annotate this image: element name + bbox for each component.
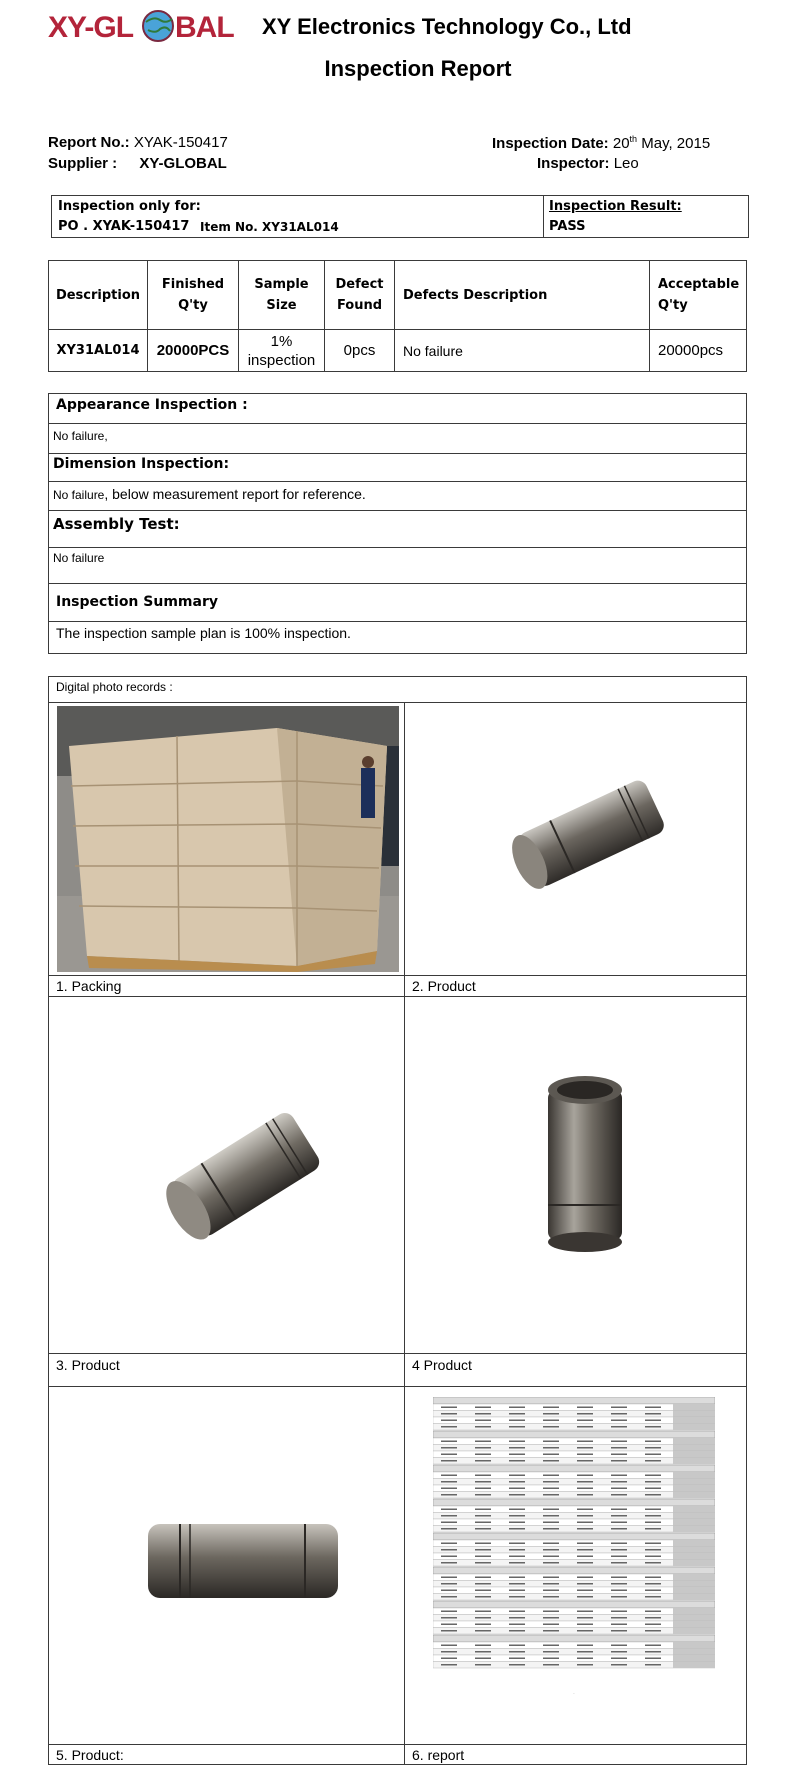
section-divider [48, 583, 747, 584]
inspection-date-rest: May, 2015 [641, 135, 711, 152]
supplier-line [48, 155, 227, 172]
cell-defects-description: No failure [394, 329, 650, 372]
measurement-report-thumbnail [433, 1397, 715, 1697]
photo-caption-1: 1. Packing [56, 978, 122, 994]
section-divider [48, 453, 747, 454]
section-divider [48, 510, 747, 511]
cell-finished-qty: 20000PCS [147, 329, 239, 372]
header-defects-description: Defects Description [394, 260, 650, 330]
supplier-label: Supplier : [48, 155, 118, 172]
header-defect-found: Defect Found [324, 260, 395, 330]
packing-photo [57, 706, 399, 972]
photo-caption-3: 3. Product [56, 1357, 120, 1373]
photo-grid-line [48, 996, 747, 997]
section-divider [48, 481, 747, 482]
photo-grid-line [48, 1353, 747, 1354]
inspection-date-label: Inspection Date: [492, 135, 609, 152]
section-divider [48, 423, 747, 424]
report-no-label: Report No.: [48, 134, 130, 151]
report-no-value: XYAK-150417 [133, 134, 228, 151]
header-acceptable-qty: Acceptable Q'ty [649, 260, 747, 330]
appearance-inspection-text: No failure, [53, 429, 108, 443]
cell-acceptable-qty: 20000pcs [649, 329, 747, 372]
inspector-label: Inspector: [537, 155, 610, 172]
cell-sample-size: 1% inspection [238, 329, 325, 372]
assembly-test-title: Assembly Test: [53, 515, 180, 533]
photo-grid-line [48, 702, 747, 703]
cell-description: XY31AL014 [48, 329, 148, 372]
inspector-line [537, 155, 639, 172]
inspection-date-suffix: th [629, 134, 638, 144]
appearance-inspection-title: Appearance Inspection : [56, 397, 248, 413]
photo-records-title: Digital photo records : [56, 680, 173, 694]
inspection-result-label: Inspection Result: [549, 199, 682, 214]
header-finished-qty: Finished Q'ty [147, 260, 239, 330]
svg-text:XY-GL: XY-GL [48, 11, 134, 44]
inspection-summary-text: The inspection sample plan is 100% inspection. [56, 625, 351, 641]
report-title: Inspection Report [324, 56, 512, 81]
dimension-inspection-title: Dimension Inspection: [53, 456, 230, 472]
svg-text:BAL: BAL [175, 11, 234, 44]
item-number: Item No. XY31AL014 [200, 220, 339, 234]
inspection-result-value: PASS [549, 219, 586, 234]
inspector-value: Leo [613, 155, 639, 172]
photo-caption-5: 5. Product: [56, 1747, 124, 1763]
supplier-value: XY-GLOBAL [139, 155, 227, 172]
inspection-date-day: 20 [612, 135, 630, 152]
section-divider [48, 621, 747, 622]
info-box-divider [543, 195, 544, 238]
dimension-reference-note: , below measurement report for reference. [104, 486, 366, 502]
po-number: PO . XYAK-150417 [58, 219, 190, 234]
product-photo-5 [140, 1510, 345, 1610]
cell-defect-found: 0pcs [324, 329, 395, 372]
assembly-test-text: No failure [53, 551, 105, 565]
svg-text:·: · [573, 1691, 575, 1697]
report-number-line [48, 134, 228, 151]
header-description: Description [48, 260, 148, 330]
dimension-inspection-text [53, 486, 366, 504]
section-divider [48, 547, 747, 548]
dimension-no-failure: No failure [53, 488, 105, 502]
photo-grid-line [48, 975, 747, 976]
xy-global-logo [48, 6, 250, 46]
inspection-summary-title: Inspection Summary [56, 594, 218, 610]
photo-grid-line [404, 702, 405, 1765]
photo-grid-line [48, 1744, 747, 1745]
photo-caption-6: 6. report [412, 1747, 465, 1763]
inspection-date-line [492, 134, 710, 152]
product-photo-3 [148, 1095, 338, 1255]
photo-caption-2: 2. Product [412, 978, 476, 994]
photo-grid-line [48, 1386, 747, 1387]
product-photo-2 [500, 775, 680, 895]
photo-caption-4: 4 Product [412, 1357, 472, 1373]
product-photo-4 [540, 1070, 630, 1260]
company-name: XY Electronics Technology Co., Ltd [262, 14, 632, 39]
inspection-only-for: Inspection only for: [58, 199, 201, 214]
header-sample-size: Sample Size [238, 260, 325, 330]
